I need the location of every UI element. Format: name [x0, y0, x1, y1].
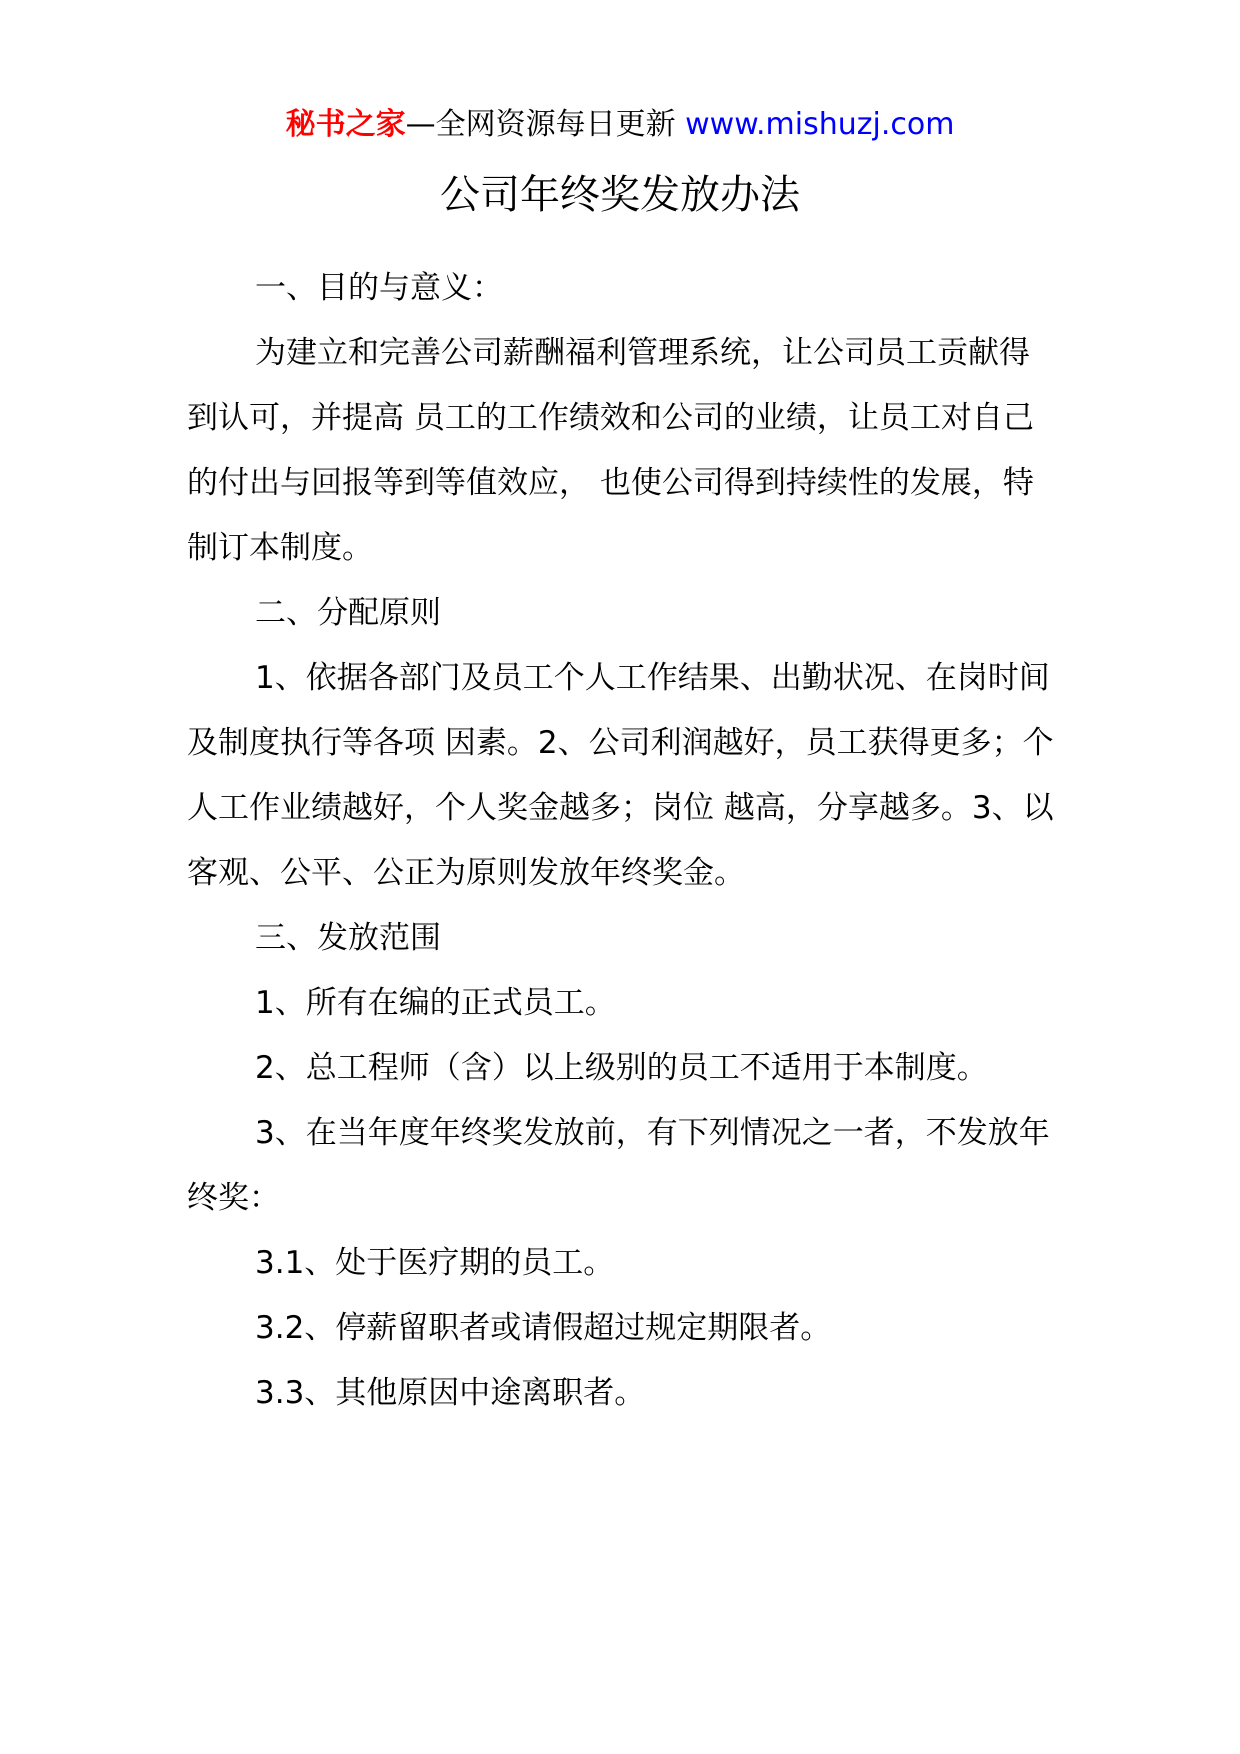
sub-list-item: 3.3、其他原因中途离职者。 [255, 1375, 646, 1411]
sub-list-item: 3.1、处于医疗期的员工。 [255, 1245, 615, 1281]
header-banner [0, 103, 1240, 147]
list-item: 1、所有在编的正式员工。 [255, 985, 616, 1021]
header-tagline: —全网资源每日更新 [405, 107, 686, 142]
section-heading-principles: 二、分配原则 [255, 595, 441, 631]
list-item: 3、在当年度年终奖发放前，有下列情况之一者，不发放年终奖： [187, 1115, 1050, 1216]
site-url-link[interactable]: www.mishuzj.com [685, 107, 955, 142]
section-heading-purpose: 一、目的与意义： [255, 270, 503, 306]
list-item: 2、总工程师（含）以上级别的员工不适用于本制度。 [255, 1050, 988, 1086]
paragraph-purpose: 为建立和完善公司薪酬福利管理系统，让公司员工贡献得到认可，并提高 员工的工作绩效和公司的业绩，让员工对自己的付出与回报等到等值效应， 也使公司得到持续性的发展，特制订本制度。 [187, 335, 1034, 566]
sub-list-item: 3.2、停薪留职者或请假超过规定期限者。 [255, 1310, 832, 1346]
brand-name: 秘书之家 [285, 107, 406, 142]
document-title: 公司年终奖发放办法 [440, 172, 800, 218]
paragraph-principles: 1、依据各部门及员工个人工作结果、出勤状况、在岗时间及制度执行等各项 因素。2、公司利润越好，员工获得更多；个人工作业绩越好，个人奖金越多；岗位 越高，分享越多。3、以客观、公平、公正为原则发放年终奖金。 [187, 660, 1054, 891]
document-body [187, 256, 1057, 1426]
section-heading-scope: 三、发放范围 [255, 920, 441, 956]
